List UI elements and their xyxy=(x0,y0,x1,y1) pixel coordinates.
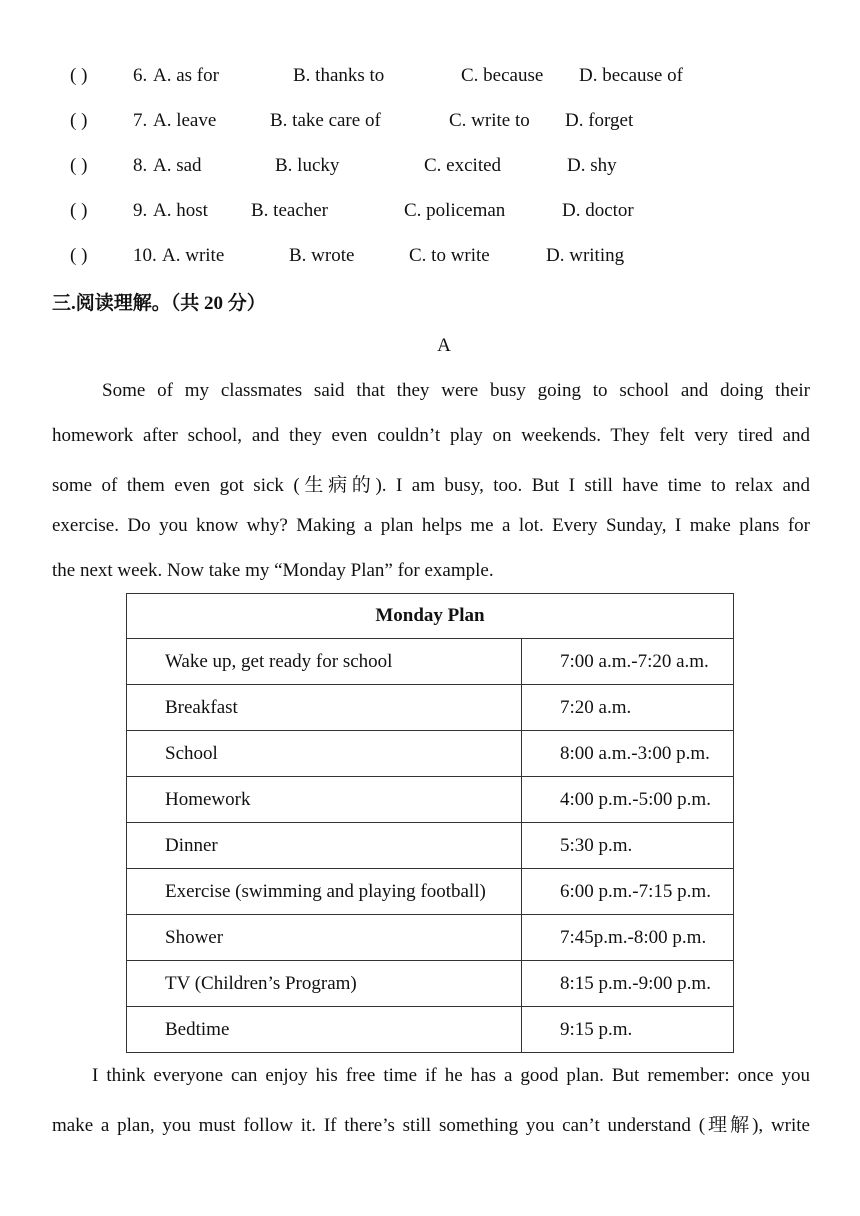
time-cell: 7:20 a.m. xyxy=(522,685,734,731)
option-a: A. sad xyxy=(153,155,202,176)
option-c: C. to write xyxy=(409,245,490,266)
activity-cell: Bedtime xyxy=(127,1007,522,1053)
activity-cell: Wake up, get ready for school xyxy=(127,639,522,685)
table-row xyxy=(127,869,734,915)
option-a: A. host xyxy=(153,200,208,221)
table-title: Monday Plan xyxy=(127,594,734,639)
question-number: 9. xyxy=(133,200,148,221)
paragraph-line: exercise. Do you know why? Making a plan helps me a lot. Every Sunday, I make plans for xyxy=(52,515,810,536)
activity-cell: Exercise (swimming and playing football) xyxy=(127,869,522,915)
answer-blank[interactable]: ( ) xyxy=(70,65,88,86)
time-cell: 4:00 p.m.-5:00 p.m. xyxy=(522,777,734,823)
answer-blank[interactable]: ( ) xyxy=(70,245,88,266)
option-c: C. write to xyxy=(449,110,530,131)
activity-cell: Shower xyxy=(127,915,522,961)
option-d: D. writing xyxy=(546,245,625,266)
option-c: C. because xyxy=(461,65,544,86)
option-d: D. doctor xyxy=(562,200,634,221)
table-row xyxy=(127,685,734,731)
table-row xyxy=(127,961,734,1007)
activity-cell: Homework xyxy=(127,777,522,823)
table-row xyxy=(127,915,734,961)
monday-plan-table xyxy=(126,593,734,1053)
time-cell: 8:00 a.m.-3:00 p.m. xyxy=(522,731,734,777)
table-header-row xyxy=(127,594,734,639)
question-number: 8. xyxy=(133,155,148,176)
option-d: D. forget xyxy=(565,110,634,131)
answer-blank[interactable]: ( ) xyxy=(70,155,88,176)
table-row xyxy=(127,731,734,777)
option-d: D. shy xyxy=(567,155,617,176)
answer-blank[interactable]: ( ) xyxy=(70,200,88,221)
activity-cell: TV (Children’s Program) xyxy=(127,961,522,1007)
option-a: A. write xyxy=(162,245,225,266)
paragraph-line: the next week. Now take my “Monday Plan” for example. xyxy=(52,560,494,581)
option-b: B. thanks to xyxy=(293,65,385,86)
paragraph-line: I think everyone can enjoy his free time if he has a good plan. But remember: once you xyxy=(92,1065,810,1086)
passage-label: A xyxy=(437,335,451,356)
option-c: C. excited xyxy=(424,155,502,176)
question-number: 6. xyxy=(133,65,148,86)
option-a: A. leave xyxy=(153,110,217,131)
question-number: 7. xyxy=(133,110,148,131)
question-number: 10. xyxy=(133,245,157,266)
table-row xyxy=(127,639,734,685)
activity-cell: Dinner xyxy=(127,823,522,869)
time-cell: 9:15 p.m. xyxy=(522,1007,734,1053)
option-b: B. lucky xyxy=(275,155,340,176)
option-b: B. teacher xyxy=(251,200,329,221)
activity-cell: School xyxy=(127,731,522,777)
time-cell: 6:00 p.m.-7:15 p.m. xyxy=(522,869,734,915)
answer-blank[interactable]: ( ) xyxy=(70,110,88,131)
time-cell: 8:15 p.m.-9:00 p.m. xyxy=(522,961,734,1007)
paragraph-line: some of them even got sick (生病的). I am busy, too. But I still have time to relax and xyxy=(52,475,810,496)
option-c: C. policeman xyxy=(404,200,506,221)
paragraph-line: make a plan, you must follow it. If there’s still something you can’t understand (理解), write xyxy=(52,1115,810,1136)
option-b: B. wrote xyxy=(289,245,355,266)
time-cell: 7:45p.m.-8:00 p.m. xyxy=(522,915,734,961)
section-title: 三.阅读理解。（共 20 分） xyxy=(52,293,266,314)
table-row xyxy=(127,823,734,869)
time-cell: 5:30 p.m. xyxy=(522,823,734,869)
paragraph-line: homework after school, and they even couldn’t play on weekends. They felt very tired and xyxy=(52,425,810,446)
option-a: A. as for xyxy=(153,65,219,86)
activity-cell: Breakfast xyxy=(127,685,522,731)
option-b: B. take care of xyxy=(270,110,381,131)
paragraph-line: Some of my classmates said that they were busy going to school and doing their xyxy=(102,380,810,401)
table-row xyxy=(127,777,734,823)
table-row xyxy=(127,1007,734,1053)
time-cell: 7:00 a.m.-7:20 a.m. xyxy=(522,639,734,685)
option-d: D. because of xyxy=(579,65,683,86)
